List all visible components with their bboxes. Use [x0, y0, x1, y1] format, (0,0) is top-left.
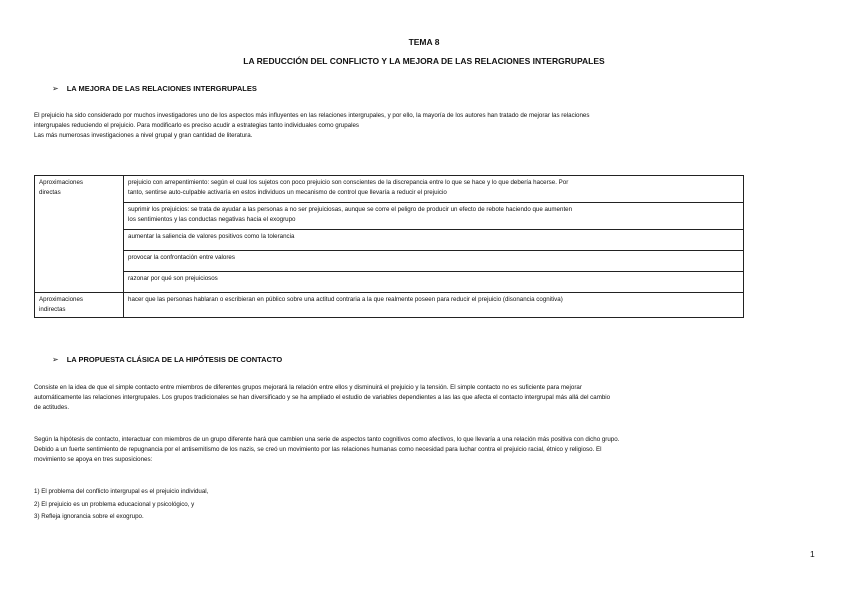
label-line: indirectas	[39, 306, 66, 313]
list-item: 1) El problema del conflicto intergrupal es el prejuicio individual,	[34, 488, 209, 495]
label-line: Aproximaciones	[39, 296, 84, 303]
table-cell	[124, 176, 744, 203]
section-heading-text: LA MEJORA DE LAS RELACIONES INTERGRUPALES	[66, 84, 257, 93]
paragraph-line: intergrupales reduciendo el prejuicio. Para modificarlo es preciso acudir a estrategias tanto individuales como grupales	[34, 122, 360, 129]
label-line: Aproximaciones	[39, 179, 84, 186]
list-item: 2) El prejuicio es un problema educacional y psicológico, y	[34, 500, 195, 508]
document-subtitle: LA REDUCCIÓN DEL CONFLICTO Y LA MEJORA DE LAS RELACIONES INTERGRUPALES	[243, 56, 605, 66]
section-heading-text: LA PROPUESTA CLÁSICA DE LA HIPÓTESIS DE CONTACTO	[66, 355, 283, 364]
approaches-table	[34, 175, 744, 318]
paragraph-line: Consiste en la idea de que el simple contacto entre miembros de diferentes grupos mejorará la relación entre ellos y disminuirá el prejuicio y la tensión. El simple contacto no es suficiente para mejorar	[34, 384, 582, 391]
cell-line: suprimir los prejuicios: se trata de ayudar a las personas a no ser prejuiciosas, aunque se corre el peligro de producir un efecto de rebote haciendo que aumenten	[128, 206, 573, 213]
list-item: 3) Refleja ignorancia sobre el exogrupo.	[34, 513, 144, 520]
table-row	[35, 230, 744, 251]
title-block	[0, 37, 848, 67]
table-row	[35, 272, 744, 293]
page-number: 1	[810, 549, 815, 559]
section2-paragraph-1	[34, 383, 824, 413]
table-cell	[124, 203, 744, 230]
label-line: directas	[39, 189, 61, 196]
table-row	[35, 176, 744, 203]
paragraph-line: de actitudes.	[34, 404, 70, 411]
section1-paragraph	[34, 111, 824, 141]
table-row	[35, 293, 744, 318]
document-title: TEMA 8	[408, 37, 440, 47]
cell-line: prejuicio con arrepentimiento: según el cual los sujetos con poco prejuicio son conscientes de la discrepancia entre lo que se hace y lo que debería hacerse. Por	[128, 179, 569, 186]
arrow-bullet-icon: ➢	[52, 84, 59, 93]
indirect-approaches-label	[35, 293, 124, 318]
table-row	[35, 203, 744, 230]
paragraph-line: movimiento se apoya en tres suposiciones:	[34, 456, 153, 463]
table-cell	[124, 251, 744, 272]
cell-line: razonar por qué son prejuiciosos	[128, 275, 218, 282]
section2-paragraph-2	[34, 435, 824, 465]
table-cell	[124, 272, 744, 293]
paragraph-line: Según la hipótesis de contacto, interactuar con miembros de un grupo diferente hará que cambien una serie de aspectos tanto cognitivos como afectivos, lo que llevaría a una relación más positiva con dicho grupo.	[34, 436, 620, 443]
assumptions-list	[34, 486, 208, 524]
direct-approaches-label	[35, 176, 124, 293]
table-row	[35, 251, 744, 272]
section-heading-contacto	[52, 355, 282, 365]
paragraph-line: El prejuicio ha sido considerado por muchos investigadores uno de los aspectos más influyentes en las relaciones intergrupales, y por ello, la mayoría de los autores han tratado de mejorar las relaciones	[34, 112, 590, 119]
cell-line: los sentimientos y las conductas negativas hacia el exogrupo	[128, 216, 296, 223]
cell-line: provocar la confrontación entre valores	[128, 254, 235, 261]
cell-line: tanto, sentirse auto-culpable activaría en estos individuos un mecanismo de control que llevaría a reducir el prejuicio	[128, 189, 447, 196]
cell-line: hacer que las personas hablaran o escribieran en público sobre una actitud contraria a la que realmente poseen para reducir el prejuicio (disonancia cognitiva)	[128, 296, 563, 303]
arrow-bullet-icon: ➢	[52, 355, 59, 364]
paragraph-line: Las más numerosas investigaciones a nivel grupal y gran cantidad de literatura.	[34, 132, 253, 139]
section-heading-mejora	[52, 84, 257, 94]
paragraph-line: automáticamente las relaciones intergrupales. Los grupos tradicionales se han diversificado y se ha ampliado el estudio de variables dependientes a las las que afecta el contacto intergrupal más allá del cambio	[34, 394, 611, 401]
cell-line: aumentar la saliencia de valores positivos como la tolerancia	[128, 233, 295, 240]
table-cell	[124, 230, 744, 251]
table-cell	[124, 293, 744, 318]
paragraph-line: Debido a un fuerte sentimiento de repugnancia por el antisemitismo de los nazis, se creó un movimiento por las relaciones humanas como necesidad para luchar contra el prejuicio racial, étnico y religioso. El	[34, 446, 602, 453]
